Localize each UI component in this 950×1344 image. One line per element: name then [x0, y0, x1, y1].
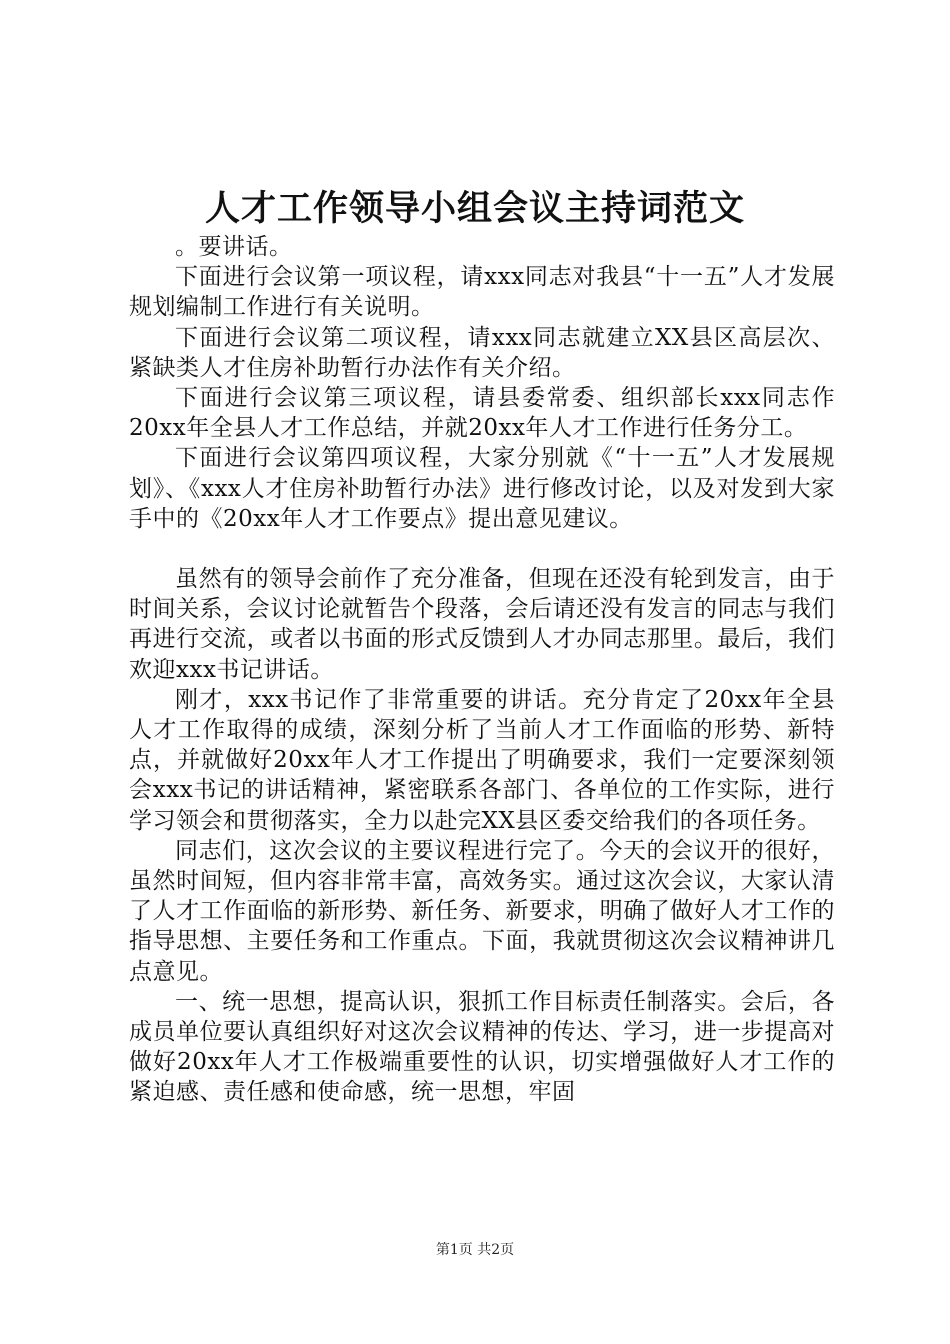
paragraph: 同志们，这次会议的主要议程进行完了。今天的会议开的很好，虽然时间短，但内容非常丰富，高效务实。通过这次会议，大家认清了人才工作面临的新形势、新任务、新要求，明确了做好人才工作的指导思想、主要任务和工作重点。下面，我就贯彻这次会议精神讲几点意见。	[129, 837, 835, 985]
paragraph: 下面进行会议第三项议程，请县委常委、组织部长xxx同志作20xx年全县人才工作总结，并就20xx年人才工作进行任务分工。	[129, 385, 835, 442]
document-title: 人才工作领导小组会议主持词范文	[204, 188, 745, 229]
paragraph: 一、统一思想，提高认识，狠抓工作目标责任制落实。会后，各成员单位要认真组织好对这次会议精神的传达、学习，进一步提高对做好20xx年人才工作极端重要性的认识，切实增强做好人才工作的紧迫感、责任感和使命感，统一思想，牢固	[129, 988, 835, 1106]
paragraph: 刚才，xxx书记作了非常重要的讲话。充分肯定了20xx年全县人才工作取得的成绩，深刻分析了当前人才工作面临的形势、新特点，并就做好20xx年人才工作提出了明确要求，我们一定要深刻领会xxx书记的讲话精神，紧密联系各部门、各单位的工作实际，进行学习领会和贯彻落实，全力以赴完XX县区委交给我们的各项任务。	[129, 686, 835, 834]
paragraph: 下面进行会议第四项议程，大家分别就《“十一五”人才发展规划》、《xxx人才住房补助暂行办法》进行修改讨论，以及对发到大家手中的《20xx年人才工作要点》提出意见建议。	[129, 445, 835, 532]
paragraph: 下面进行会议第二项议程，请xxx同志就建立XX县区高层次、紧缺类人才住房补助暂行办法作有关介绍。	[129, 324, 835, 381]
document-body	[129, 232, 835, 1108]
paragraph: 下面进行会议第一项议程，请xxx同志对我县“十一五”人才发展规划编制工作进行有关说明。	[129, 264, 835, 321]
page-number-footer: 第1页 共2页	[435, 1242, 515, 1258]
paragraph: 。要讲话。	[175, 234, 293, 260]
paragraph: 虽然有的领导会前作了充分准备，但现在还没有轮到发言，由于时间关系，会议讨论就暂告个段落，会后请还没有发言的同志与我们再进行交流，或者以书面的形式反馈到人才办同志那里。最后，我们欢迎xxx书记讲话。	[129, 566, 835, 683]
